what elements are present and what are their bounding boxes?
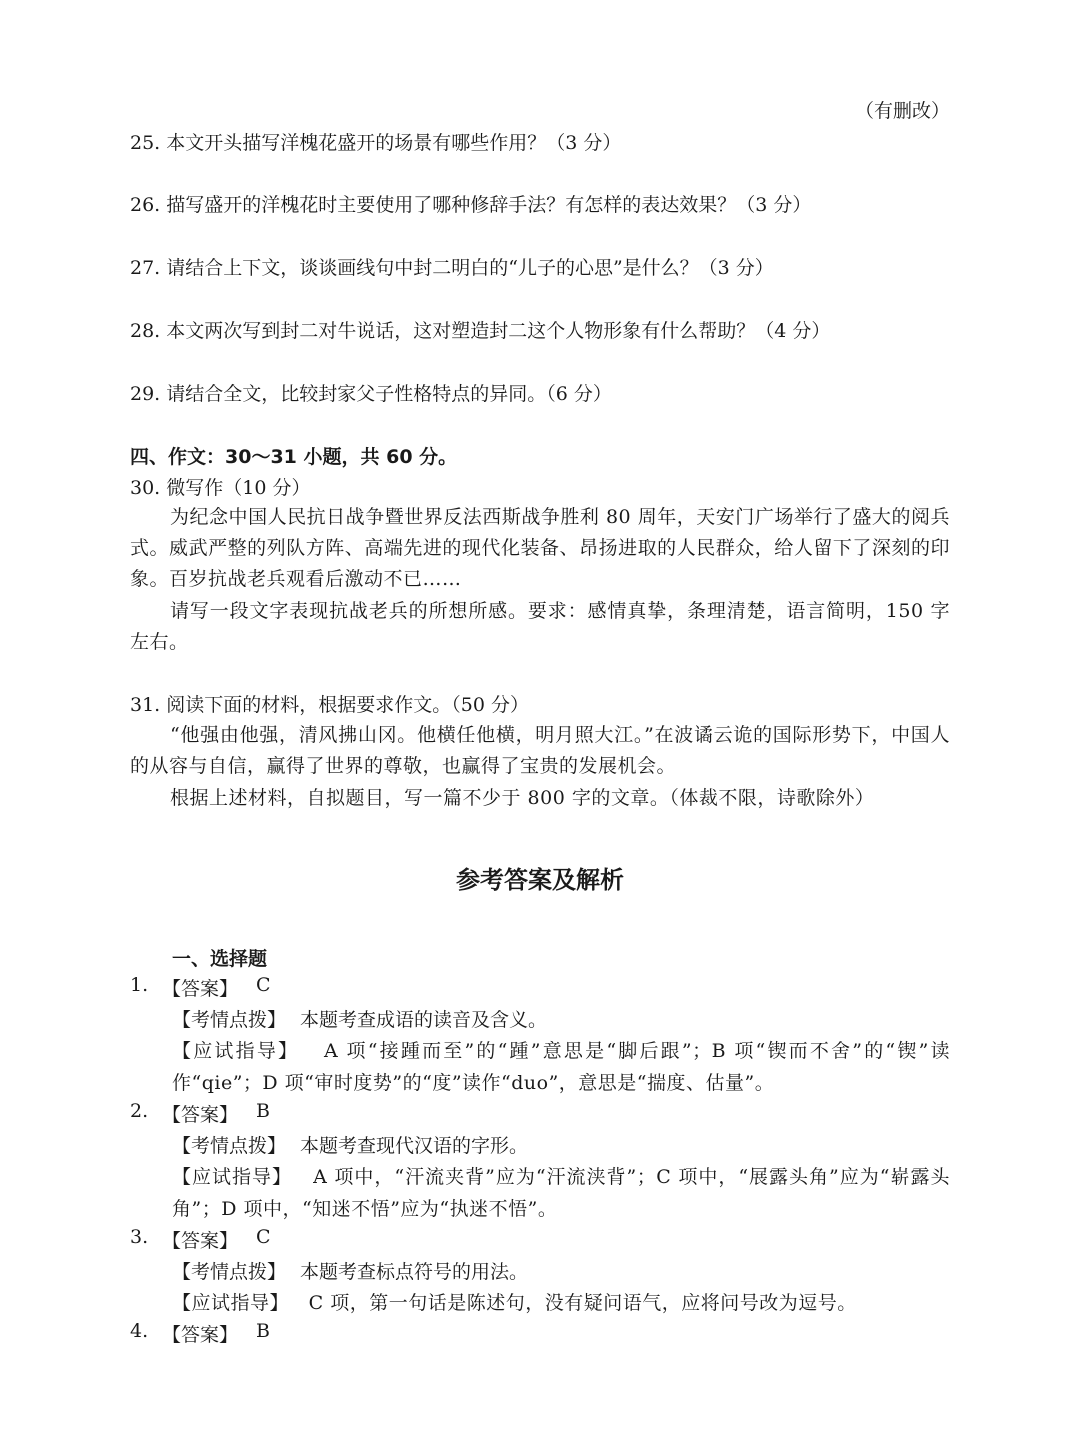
answer-3-guide — [172, 1287, 950, 1319]
question-27: 27. 请结合上下文，谈谈画线句中封二明白的“儿子的心思”是什么？（3 分） — [130, 257, 774, 279]
answer-3-guide-text: C 项，第一句话是陈述句，没有疑问语气，应将问号改为逗号。 — [308, 1292, 857, 1314]
answer-1-label: 【答案】 — [162, 978, 239, 1000]
answer-2-number: 2. — [130, 1100, 149, 1122]
section-1-heading: 一、选择题 — [172, 948, 268, 970]
answer-1-guide — [172, 1035, 950, 1099]
answer-1-point: 本题考查成语的读音及含义。 — [300, 1009, 548, 1031]
question-31-material: “他强由他强，清风拂山冈。他横任他横，明月照大江。”在波谲云诡的国际形势下，中国人的从容与自信，赢得了世界的尊敬，也赢得了宝贵的发展机会。 — [130, 724, 950, 777]
answer-2-guide-text: A 项中，“汗流夹背”应为“汗流浃背”；C 项中，“展露头角”应为“崭露头角”；D 项中，“知迷不悟”应为“执迷不悟”。 — [172, 1166, 950, 1220]
question-30-material: 为纪念中国人民抗日战争暨世界反法西斯战争胜利 80 周年，天安门广场举行了盛大的阅兵式。威武严整的列队方阵、高端先进的现代化装备、昂扬进取的人民群众，给人留下了深刻的印象。百岁抗战老兵观看后激动不已…… — [130, 506, 950, 590]
question-28: 28. 本文两次写到封二对牛说话，这对塑造封二这个人物形象有什么帮助？（4 分） — [130, 320, 831, 342]
question-30-requirement: 请写一段文字表现抗战老兵的所想所感。要求：感情真挚，条理清楚，语言简明，150 字左右。 — [130, 600, 950, 653]
question-29: 29. 请结合全文，比较封家父子性格特点的异同。（6 分） — [130, 383, 612, 405]
answer-1-guide-label: 【应试指导】 — [172, 1040, 300, 1062]
question-31-requirement: 根据上述材料，自拟题目，写一篇不少于 800 字的文章。（体裁不限，诗歌除外） — [170, 787, 875, 809]
answer-3-guide-label: 【应试指导】 — [172, 1292, 290, 1314]
answer-3-point-label: 【考情点拨】 — [172, 1261, 287, 1283]
question-26: 26. 描写盛开的洋槐花时主要使用了哪种修辞手法？有怎样的表达效果？（3 分） — [130, 194, 812, 216]
answer-1-point-label: 【考情点拨】 — [172, 1009, 287, 1031]
answer-3-number: 3. — [130, 1226, 149, 1248]
answer-2-label: 【答案】 — [162, 1104, 239, 1126]
section-4-heading: 四、作文：30～31 小题，共 60 分。 — [130, 446, 458, 468]
answer-2-point: 本题考查现代汉语的字形。 — [300, 1135, 529, 1157]
answer-3-value: C — [256, 1226, 271, 1248]
answer-3-label: 【答案】 — [162, 1230, 239, 1252]
answer-section-title: 参考答案及解析 — [456, 866, 624, 894]
answer-2-point-label: 【考情点拨】 — [172, 1135, 287, 1157]
answer-2-value: B — [256, 1100, 270, 1122]
question-25: 25. 本文开头描写洋槐花盛开的场景有哪些作用？（3 分） — [130, 132, 622, 154]
answer-2-guide — [172, 1161, 950, 1225]
answer-4-number: 4. — [130, 1320, 149, 1342]
answer-1-value: C — [256, 974, 271, 996]
question-31-title: 31. 阅读下面的材料，根据要求作文。（50 分） — [130, 694, 529, 716]
answer-3-point: 本题考查标点符号的用法。 — [300, 1261, 529, 1283]
question-30-title: 30. 微写作（10 分） — [130, 477, 311, 499]
source-note: （有删改） — [854, 100, 950, 122]
answer-2-guide-label: 【应试指导】 — [172, 1166, 293, 1188]
answer-1-guide-text: A 项“接踵而至”的“踵”意思是“脚后跟”；B 项“锲而不舍”的“锲”读作“qie”；D 项“审时度势”的“度”读作“duo”，意思是“揣度、估量”。 — [172, 1040, 950, 1094]
answer-1-number: 1. — [130, 974, 149, 996]
answer-4-value: B — [256, 1320, 270, 1342]
answer-4-label: 【答案】 — [162, 1324, 239, 1346]
